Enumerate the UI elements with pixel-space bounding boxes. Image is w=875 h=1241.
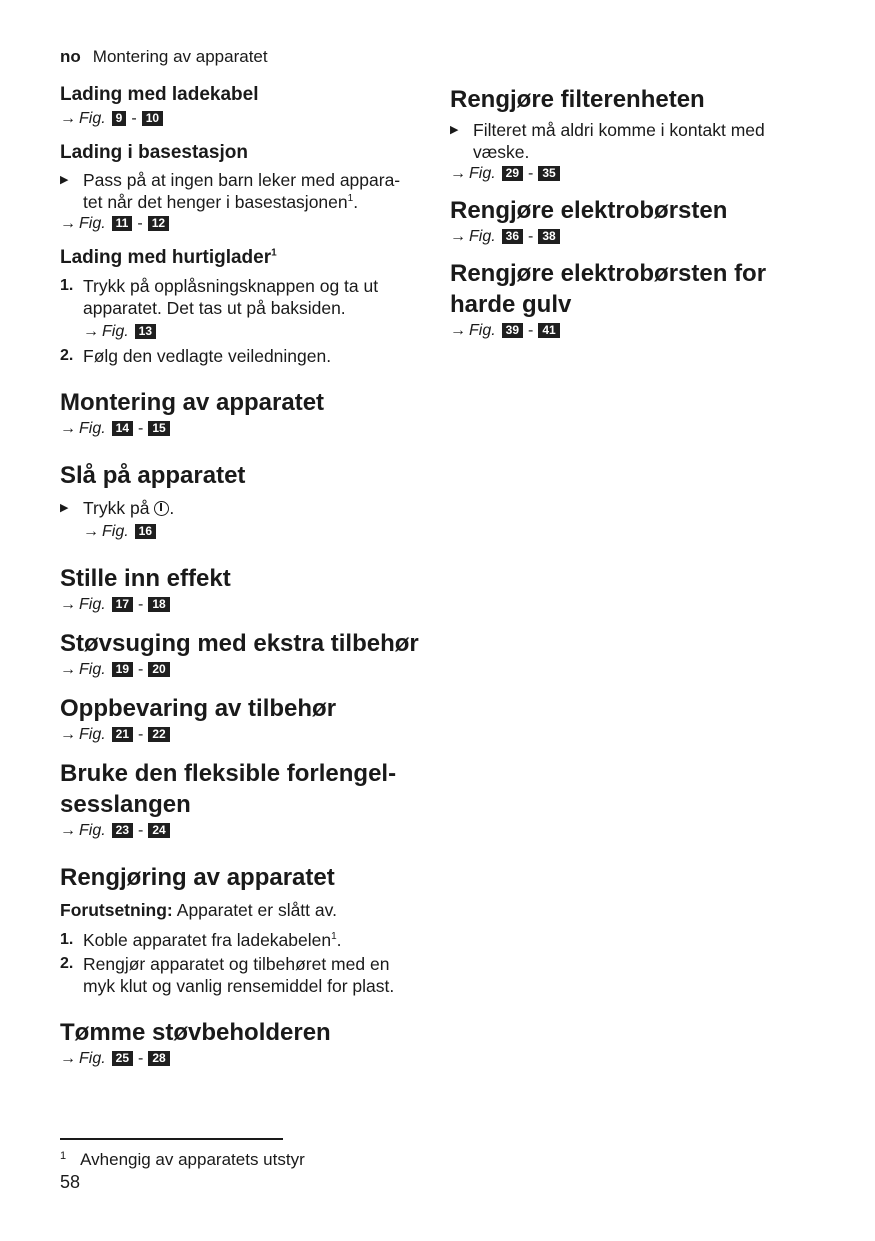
power-icon <box>154 501 169 516</box>
step-number: 1. <box>60 277 74 294</box>
prerequisite-text: Apparatet er slått av. <box>176 900 337 920</box>
footnote-ref: 1 <box>331 931 337 943</box>
heading-text: sesslangen <box>60 791 191 818</box>
fig-reference: → Fig. 39 - 41 <box>450 320 820 342</box>
fig-number-badge: 28 <box>148 1051 169 1066</box>
fig-label: Fig. <box>79 215 106 232</box>
arrow-icon: → <box>450 322 466 339</box>
arrow-icon: → <box>450 228 466 245</box>
bullet-text: Pass på at ingen barn leker med appara- <box>83 170 401 190</box>
arrow-icon: → <box>60 596 76 613</box>
fig-number-badge: 41 <box>538 323 559 338</box>
fig-number-badge: 14 <box>112 421 133 436</box>
left-column <box>60 82 430 1070</box>
fig-number-badge: 17 <box>112 597 133 612</box>
fig-label: Fig. <box>79 110 106 127</box>
fig-number-badge: 10 <box>142 111 163 126</box>
fig-number-badge: 16 <box>135 524 156 539</box>
heading-brush: Rengjøre elektrobørsten <box>450 197 728 224</box>
footnote-divider <box>60 1138 283 1140</box>
header-title: Montering av apparatet <box>92 47 268 66</box>
heading-hose <box>60 758 430 820</box>
fig-number-badge: 22 <box>148 727 169 742</box>
fig-label: Fig. <box>79 596 106 613</box>
fig-reference: → Fig. 36 - 38 <box>450 226 820 248</box>
bullet-text: tet når det henger i basestasjonen <box>83 192 348 212</box>
footnote-ref: 1 <box>347 193 354 205</box>
fig-reference: → Fig. 17 - 18 <box>60 594 430 616</box>
footnote <box>60 1150 305 1170</box>
fig-reference: → Fig. 25 - 28 <box>60 1048 430 1070</box>
heading-cleaning: Rengjøring av apparatet <box>60 864 335 891</box>
fig-number-badge: 23 <box>112 823 133 838</box>
fig-number-badge: 25 <box>112 1051 133 1066</box>
fig-number-badge: 39 <box>502 323 523 338</box>
fig-reference: → Fig. 29 - 35 <box>450 163 820 185</box>
fig-number-badge: 24 <box>148 823 169 838</box>
fig-number-badge: 38 <box>538 229 559 244</box>
fig-label: Fig. <box>79 822 106 839</box>
heading-text: harde gulv <box>450 291 572 318</box>
bullet-triangle-icon: ▶ <box>60 174 69 186</box>
page-header <box>60 47 268 67</box>
bullet-item: ▶ Pass på at ingen barn leker med appara- tet når det henger i basestasjonen$^1$. <box>60 170 401 212</box>
heading-accessories: Støvsuging med ekstra tilbehør <box>60 630 419 657</box>
fig-number-badge: 11 <box>112 216 133 231</box>
fig-number-badge: 29 <box>502 166 523 181</box>
fig-number-badge: 36 <box>502 229 523 244</box>
fig-reference: → Fig. 19 - 20 <box>60 659 430 681</box>
prerequisite-label: Forutsetning: <box>60 900 173 920</box>
arrow-icon: → <box>60 420 76 437</box>
page-number: 58 <box>60 1172 81 1192</box>
step-text: Følg den vedlagte veiledningen. <box>83 346 332 366</box>
heading-mount: Montering av apparatet <box>60 389 325 416</box>
arrow-icon: → <box>60 726 76 743</box>
fig-number-badge: 19 <box>112 662 133 677</box>
heading-brush-hard-floor <box>450 258 820 320</box>
fig-reference: → Fig. 11 - 12 <box>60 213 430 235</box>
heading-power: Stille inn effekt <box>60 565 231 592</box>
bullet-text: Trykk på <box>83 498 150 518</box>
fig-label: Fig. <box>79 661 106 678</box>
step-text: apparatet. Det tas ut på baksiden. <box>83 298 346 318</box>
heading-text: Lading med hurtiglader <box>60 247 272 268</box>
bullet-item <box>60 497 430 543</box>
arrow-icon: → <box>83 323 99 340</box>
fig-reference: → Fig. 9 - 10 <box>60 108 430 130</box>
fig-number-badge: 35 <box>538 166 559 181</box>
bullet-item <box>450 119 820 163</box>
fig-number-badge: 13 <box>135 324 156 339</box>
step-number: 2. <box>60 347 74 364</box>
heading-switch-on: Slå på apparatet <box>60 462 246 489</box>
heading-charge-base: Lading i basestasjon <box>60 142 248 163</box>
fig-number-badge: 15 <box>148 421 169 436</box>
fig-number-badge: 12 <box>148 216 169 231</box>
step-item <box>60 345 430 367</box>
prerequisite <box>60 899 430 921</box>
footnote-text: Avhengig av apparatets utstyr <box>80 1150 305 1169</box>
step-text: Rengjør apparatet og tilbehøret med en <box>83 954 390 974</box>
fig-number-badge: 20 <box>148 662 169 677</box>
arrow-icon: → <box>60 110 76 127</box>
heading-storage: Oppbevaring av tilbehør <box>60 695 337 722</box>
arrow-icon: → <box>60 822 76 839</box>
step-text: Koble apparatet fra ladekabelen <box>83 930 332 950</box>
heading-text: Bruke den fleksible forlengel- <box>60 760 397 787</box>
arrow-icon: → <box>83 523 99 540</box>
fig-label: Fig. <box>469 165 496 182</box>
bullet-text: væske. <box>473 142 530 162</box>
bullet-text: Filteret må aldri komme i kontakt med <box>473 120 765 140</box>
step-number: 2. <box>60 955 74 972</box>
step-number: 1. <box>60 931 74 948</box>
step-item <box>60 275 430 343</box>
language-code: no <box>60 47 81 66</box>
bullet-triangle-icon: ▶ <box>60 502 69 514</box>
bullet-triangle-icon: ▶ <box>450 124 459 136</box>
fig-label: Fig. <box>469 228 496 245</box>
footnote-mark: 1 <box>60 1150 67 1162</box>
fig-label: Fig. <box>79 1050 106 1067</box>
step-text: Trykk på opplåsningsknappen og ta ut <box>83 276 379 296</box>
step-item: 1. Koble apparatet fra ladekabelen$^1$. <box>60 930 342 950</box>
step-item <box>60 953 430 997</box>
heading-filter: Rengjøre filterenheten <box>450 86 705 113</box>
footnote-ref: 1 <box>271 247 277 259</box>
bullet-text: . <box>169 498 175 518</box>
heading-empty-bin: Tømme støvbeholderen <box>60 1019 331 1046</box>
fig-label: Fig. <box>79 420 106 437</box>
fig-number-badge: 18 <box>148 597 169 612</box>
arrow-icon: → <box>60 661 76 678</box>
arrow-icon: → <box>60 215 76 232</box>
fig-label: Fig. <box>102 523 129 540</box>
fig-reference: → Fig. 21 - 22 <box>60 724 430 746</box>
right-column <box>450 82 820 342</box>
fig-reference: → Fig. 23 - 24 <box>60 820 430 842</box>
fig-reference: → Fig. 14 - 15 <box>60 418 430 440</box>
fig-label: Fig. <box>79 726 106 743</box>
heading-charge-cable: Lading med ladekabel <box>60 84 259 105</box>
arrow-icon: → <box>450 165 466 182</box>
fig-number-badge: 21 <box>112 727 133 742</box>
fig-label: Fig. <box>469 322 496 339</box>
fig-label: Fig. <box>102 323 129 340</box>
heading-text: Rengjøre elektrobørsten for <box>450 260 767 287</box>
arrow-icon: → <box>60 1050 76 1067</box>
heading-fast-charger <box>60 245 430 271</box>
step-text: myk klut og vanlig rensemiddel for plast. <box>83 976 395 996</box>
fig-number-badge: 9 <box>112 111 127 126</box>
